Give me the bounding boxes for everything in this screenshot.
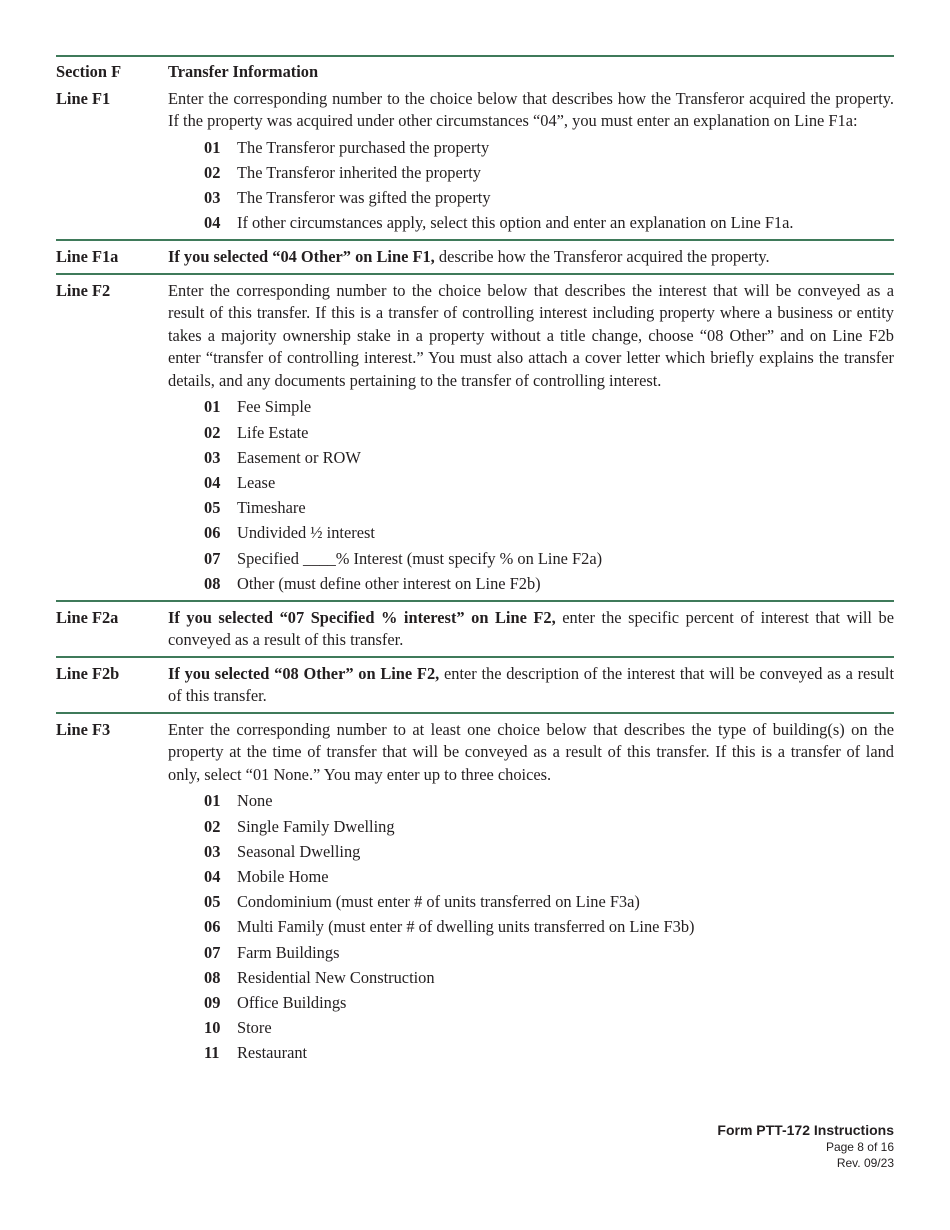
option-item	[204, 788, 894, 813]
option-number: 07	[204, 548, 221, 568]
option-number: 01	[204, 397, 221, 417]
line-f1-options	[204, 135, 894, 236]
line-f2b-text: enter the description of the interest that will be conveyed as a result of this transfer.	[168, 663, 894, 706]
line-f1-text: Enter the corresponding number to the choice below that describes how the Transferor acquired the property. If the property was acquired under other circumstances “04”, you must enter an explanation on Line F1a:	[168, 88, 894, 130]
line-f3-text: Enter the corresponding number to at least one choice below that describes the type of building(s) on the property at the time of transfer that will be conveyed as a result of this transfer. If this is a transfer of land only, select “01 None.” You may enter up to three choices.	[168, 719, 894, 784]
option-text: Seasonal Dwelling	[237, 841, 361, 861]
option-number: 10	[204, 1018, 221, 1038]
section-label: Section F	[56, 62, 122, 81]
option-number: 06	[204, 917, 221, 937]
option-number: 04	[204, 867, 221, 887]
option-text: Specified ____% Interest (must specify % on Line F2a)	[237, 548, 603, 568]
option-item	[204, 210, 894, 235]
line-f1a-text: describe how the Transferor acquired the property.	[434, 247, 770, 267]
option-number: 05	[204, 498, 221, 518]
option-text: Single Family Dwelling	[237, 816, 395, 836]
option-number: 03	[204, 841, 221, 861]
option-number: 03	[204, 187, 221, 207]
line-f3-label: Line F3	[56, 719, 111, 739]
option-item	[204, 185, 894, 210]
section-title: Transfer Information	[168, 62, 319, 81]
option-item	[204, 814, 894, 839]
page-footer	[717, 1121, 894, 1171]
option-number: 02	[204, 816, 221, 836]
option-item	[204, 520, 894, 545]
option-number: 05	[204, 892, 221, 912]
option-number: 02	[204, 422, 221, 442]
option-text: Multi Family (must enter # of dwelling units transferred on Line F3b)	[237, 917, 695, 937]
option-item	[204, 394, 894, 419]
option-text: Office Buildings	[237, 993, 347, 1013]
line-f2a-text: enter the specific percent of interest that will be conveyed as a result of this transfer.	[168, 607, 894, 650]
line-f1a-row	[56, 239, 894, 273]
page-number: Page 8 of 16	[825, 1140, 894, 1154]
line-f2-label: Line F2	[56, 280, 111, 300]
option-item	[204, 546, 894, 571]
line-f2b-label: Line F2b	[56, 663, 120, 683]
option-text: Lease	[237, 472, 276, 492]
line-f3-row	[56, 712, 894, 1070]
option-text: Residential New Construction	[237, 967, 435, 987]
instructions-page	[56, 55, 894, 1070]
option-text: The Transferor was gifted the property	[237, 187, 491, 207]
option-number: 11	[204, 1043, 220, 1063]
option-number: 04	[204, 472, 221, 492]
line-f2a-row	[56, 600, 894, 656]
option-item	[204, 420, 894, 445]
revision-date: Rev. 09/23	[836, 1156, 894, 1170]
line-f2a-condition: If you selected “07 Specified % interest” on Line F2,	[168, 607, 556, 627]
option-number: 01	[204, 137, 221, 157]
option-text: Undivided ½ interest	[237, 523, 375, 543]
form-title: Form PTT-172 Instructions	[717, 1122, 894, 1138]
line-f1-row	[56, 88, 894, 240]
option-item	[204, 571, 894, 596]
option-item	[204, 889, 894, 914]
option-text: The Transferor purchased the property	[237, 137, 490, 157]
line-f1-label: Line F1	[56, 88, 111, 108]
line-f2b-row	[56, 656, 894, 712]
option-item	[204, 914, 894, 939]
line-f2-options	[204, 394, 894, 596]
option-number: 09	[204, 993, 221, 1013]
option-item	[204, 135, 894, 160]
option-number: 08	[204, 573, 221, 593]
option-item	[204, 940, 894, 965]
option-text: Condominium (must enter # of units transferred on Line F3a)	[237, 892, 640, 912]
option-text: Life Estate	[237, 422, 309, 442]
option-text: Other (must define other interest on Line F2b)	[237, 573, 541, 593]
option-item	[204, 1015, 894, 1040]
line-f2b-condition: If you selected “08 Other” on Line F2,	[168, 663, 440, 683]
section-f-header	[56, 55, 894, 88]
option-text: Mobile Home	[237, 867, 329, 887]
option-number: 04	[204, 213, 221, 233]
option-number: 01	[204, 791, 221, 811]
line-f1a-condition: If you selected “04 Other” on Line F1,	[168, 247, 435, 267]
option-item	[204, 864, 894, 889]
option-item	[204, 1040, 894, 1065]
option-text: If other circumstances apply, select this option and enter an explanation on Line F1a.	[237, 213, 794, 233]
option-number: 02	[204, 162, 221, 182]
line-f1a-label: Line F1a	[56, 247, 119, 267]
option-item	[204, 839, 894, 864]
option-text: Farm Buildings	[237, 942, 340, 962]
option-number: 06	[204, 523, 221, 543]
option-number: 03	[204, 447, 221, 467]
option-text: Store	[237, 1018, 272, 1038]
option-text: Easement or ROW	[237, 447, 361, 467]
option-number: 08	[204, 967, 221, 987]
line-f3-options	[204, 788, 894, 1065]
option-text: The Transferor inherited the property	[237, 162, 481, 182]
option-item	[204, 965, 894, 990]
line-f2-row	[56, 273, 894, 600]
option-number: 07	[204, 942, 221, 962]
option-item	[204, 470, 894, 495]
option-text: Fee Simple	[237, 397, 312, 417]
option-text: Timeshare	[237, 498, 306, 518]
option-item	[204, 445, 894, 470]
option-item	[204, 495, 894, 520]
line-f2a-label: Line F2a	[56, 607, 119, 627]
option-text: Restaurant	[237, 1043, 308, 1063]
option-item	[204, 160, 894, 185]
option-item	[204, 990, 894, 1015]
line-f2-text: Enter the corresponding number to the choice below that describes the interest that will be conveyed as a result of this transfer. If this is a transfer of controlling interest including property where a business or entity takes a majority ownership stake in a property without a title change, choose “08 Other” and on Line F2b enter “transfer of controlling interest.” You must also attach a cover letter which briefly explains the transfer details, and any documents pertaining to the transfer of controlling interest.	[168, 280, 894, 390]
option-text: None	[237, 791, 273, 811]
